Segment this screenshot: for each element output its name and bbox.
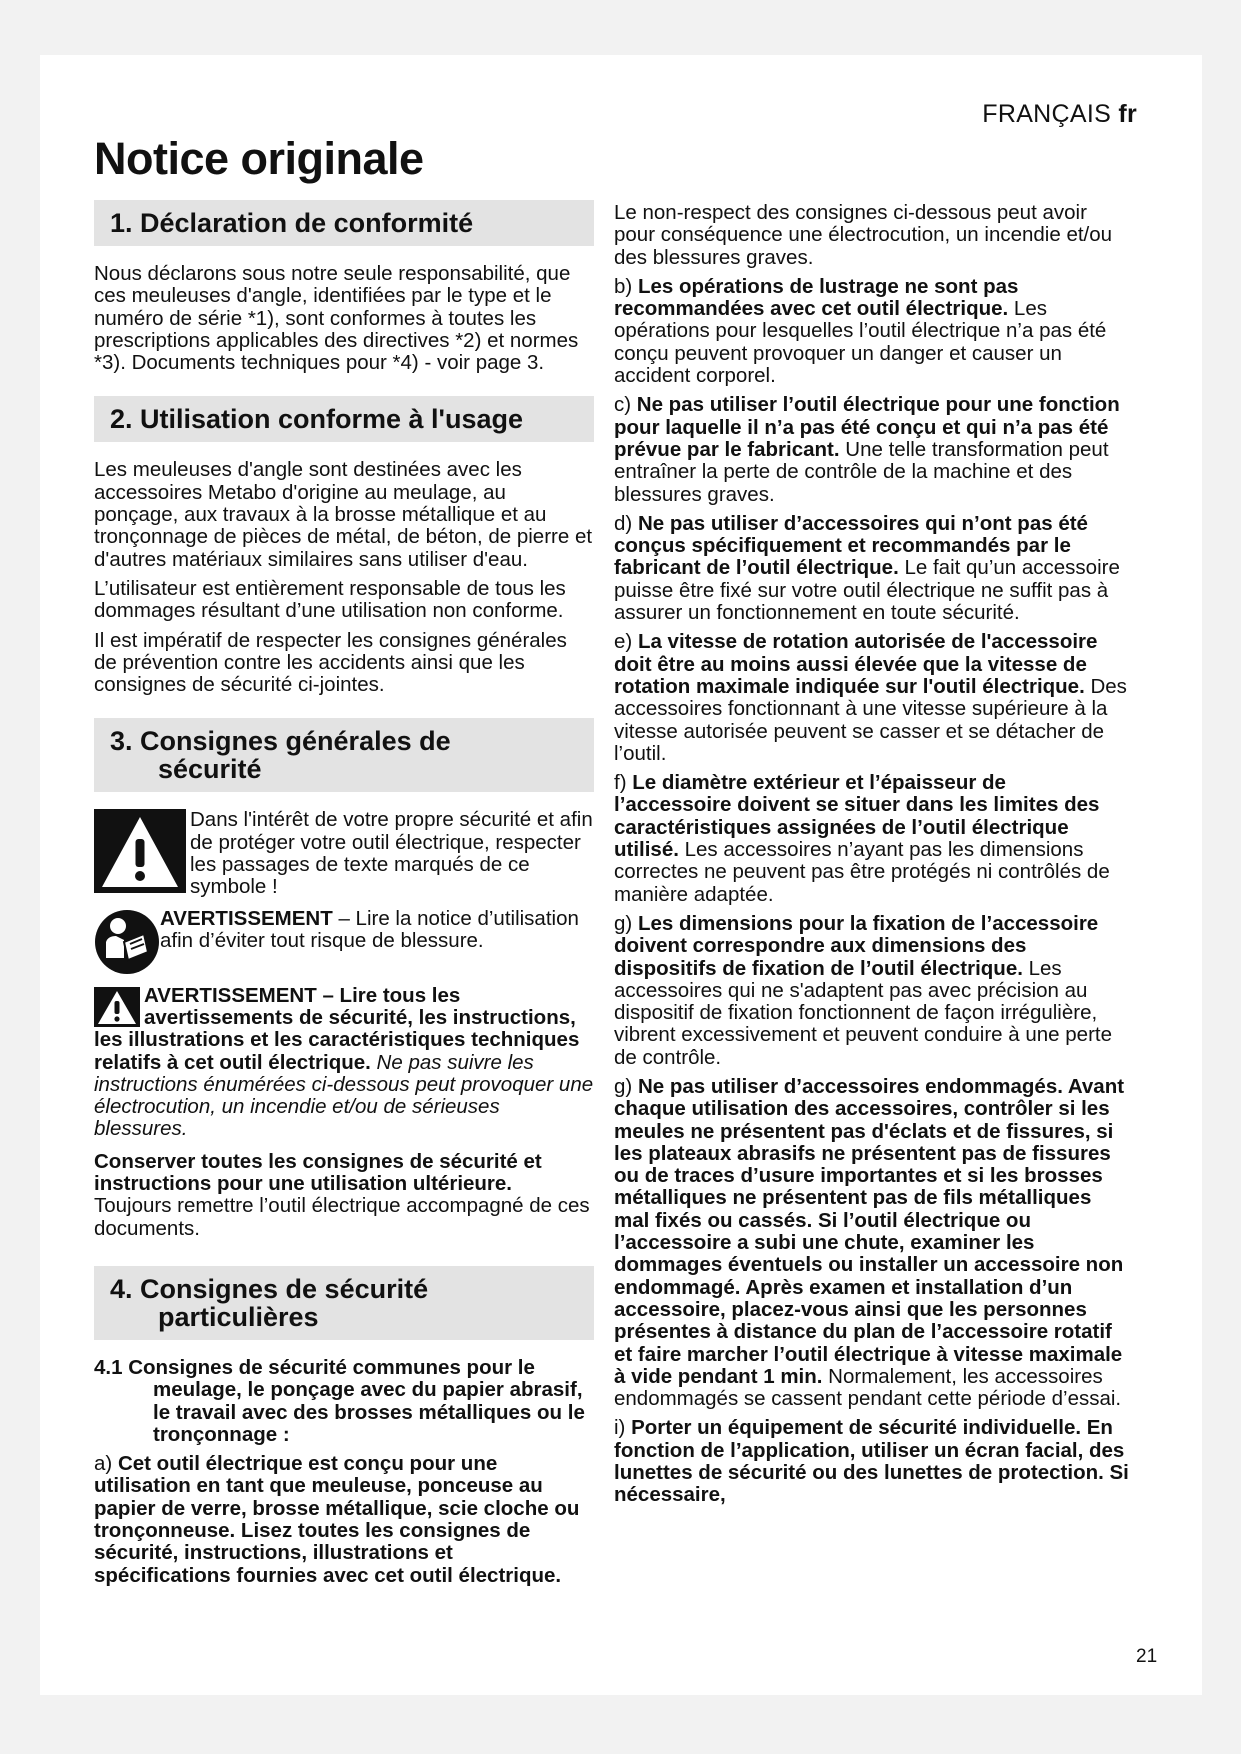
warning-triangle-small-icon xyxy=(94,987,140,1027)
item-c xyxy=(614,394,1129,505)
section-1-body: Nous déclarons sous notre seule responsabilité, que ces meuleuses d'angle, identifiées par le type et le numéro de série *1), sont conformes à toutes les prescriptions applicables des directives *2) et normes *3). Documents techniques pour *4) - voir page 3. xyxy=(94,262,579,375)
item-a-prefix: a) xyxy=(94,1452,118,1476)
read-manual-icon xyxy=(94,908,160,976)
item-e-bold: La vitesse de rotation autorisée de l'accessoire doit être au moins aussi élevée que la vitesse de rotation maximale indiquée sur l'outil électrique. xyxy=(614,630,1098,698)
item-i-prefix: i) xyxy=(614,1416,632,1440)
item-g-damaged-bold: Ne pas utiliser d’accessoires endommagés. Avant chaque utilisation des accessoires, contrôler si les meules ne présentent pas d'éclats et de fissures, si les plateaux abrasifs ne présentent pas de fissures ou de traces d’usure importantes et si les brosses métalliques ne présentent pas de fils métalliques mal fixés ou cassés. Si l’outil électrique ou l’accessoire a subi une chute, examiner les dommages éventuels ou installer un accessoire non endommagé. Après examen et installation d’un accessoire, placez-vous ainsi que les personnes présentes à distance du plan de l’accessoire rotatif et faire marcher l’outil électrique à vitesse maximale à vide pendant 1 min. xyxy=(614,1074,1125,1388)
warning-triangle-icon xyxy=(94,809,186,893)
keep-instructions-text: Toujours remettre l’outil électrique accompagné de ces documents. xyxy=(94,1194,590,1240)
item-b xyxy=(614,276,1129,387)
item-d-bold: Ne pas utiliser d’accessoires qui n’ont pas été conçus spécifiquement et recommandés par le fabricant de l’outil électrique. xyxy=(614,511,1088,580)
item-f-text: Les accessoires n’ayant pas les dimensions correctes ne peuvent pas être protégés ni contrôlés de manière adaptée. xyxy=(614,838,1110,906)
warning-symbol-note xyxy=(94,809,594,898)
item-e-text: Des accessoires fonctionnant à une vitesse supérieure à la vitesse autorisée peuvent se casser et se détacher de l’outil. xyxy=(614,674,1127,765)
item-b-bold: Les opérations de lustrage ne sont pas recommandées avec cet outil électrique. xyxy=(614,274,1019,321)
section-2-heading: 2. Utilisation conforme à l'usage xyxy=(94,396,594,442)
keep-instructions-paragraph xyxy=(94,1151,594,1240)
document-title: Notice originale xyxy=(94,133,424,184)
page-number: 21 xyxy=(1136,1646,1158,1667)
item-c-text: Une telle transformation peut entraîner la perte de contrôle de la machine et des blessures graves. xyxy=(614,437,1109,506)
section-3-heading xyxy=(94,718,594,792)
item-c-prefix: c) xyxy=(614,393,637,417)
section-3-heading-line1: 3. Consignes générales de xyxy=(110,726,451,757)
item-a-bold: Cet outil électrique est conçu pour une utilisation en tant que meuleuse, ponceuse au papier de verre, brosse métallique, scie cloche ou tronçonneuse. Lisez toutes les consignes de sécurité, instructions, illustrations et spécifications fournies avec cet outil électrique. xyxy=(94,1452,580,1587)
section-1-heading: 1. Déclaration de conformité xyxy=(94,200,594,246)
item-g-damaged xyxy=(614,1076,1129,1410)
item-b-prefix: b) xyxy=(614,274,638,298)
item-b-text: Les opérations pour lesquelles l’outil électrique n’a pas été conçu peuvent provoquer un danger et causer un accident corporel. xyxy=(614,297,1107,388)
item-g-fixation-bold: Les dimensions pour la fixation de l’accessoire doivent correspondre aux dimensions des dispositifs de fixation de l’outil électrique. xyxy=(614,911,1099,980)
item-g-fixation-text: Les accessoires qui ne s'adaptent pas avec précision au dispositif de fixation fonctionnent de façon irrégulière, vibrent excessivement et peuvent conduire à une perte de contrôle. xyxy=(614,956,1112,1069)
item-e xyxy=(614,631,1129,765)
item-d xyxy=(614,513,1129,624)
item-f xyxy=(614,772,1129,906)
subsection-4-1-heading: 4.1 Consignes de sécurité communes pour le meulage, le ponçage avec du papier abrasif, le travail avec des brosses métalliques ou le tronçonnage : xyxy=(94,1355,585,1446)
section-2-paragraph-1: Les meuleuses d'angle sont destinées avec les accessoires Metabo d'origine au meulage, au ponçage, aux travaux à la brosse métallique et au tronçonnage de pièces de métal, de béton, de pierre et d'autres matériaux similaires sans utiliser d'eau. xyxy=(94,458,593,571)
section-3-heading-line2: sécurité xyxy=(158,754,262,785)
language-label xyxy=(982,100,1137,129)
warning-symbol-text: Dans l'intérêt de votre propre sécurité et afin de protéger votre outil électrique, respecter les passages de texte marqués de ce symbole ! xyxy=(190,808,593,899)
item-g-damaged-prefix: g) xyxy=(614,1074,638,1098)
item-f-prefix: f) xyxy=(614,771,633,795)
item-a-continued: Le non-respect des consignes ci-dessous peut avoir pour conséquence une électrocution, un incendie et/ou des blessures graves. xyxy=(614,201,1113,269)
item-c-bold: Ne pas utiliser l’outil électrique pour une fonction pour laquelle il n’a pas été conçu et qui n’a pas été prévue par le fabricant. xyxy=(614,393,1120,461)
left-column xyxy=(94,200,594,1594)
read-manual-note xyxy=(94,908,594,976)
right-column xyxy=(614,202,1129,1514)
item-g-fixation-prefix: g) xyxy=(614,911,638,935)
general-warning-bold: AVERTISSEMENT – Lire tous les avertissements de sécurité, les instructions, les illustrations et les caractéristiques techniques relatifs à cet outil électrique. xyxy=(94,983,580,1074)
section-4-heading xyxy=(94,1266,594,1340)
section-4-heading-line2: particulières xyxy=(158,1301,319,1332)
item-g-damaged-text: Normalement, les accessoires endommagés se cassent pendant cette période d’essai. xyxy=(614,1364,1122,1411)
section-4-heading-line1: 4. Consignes de sécurité xyxy=(110,1273,429,1304)
language-code: fr xyxy=(1118,100,1137,128)
language-name: FRANÇAIS xyxy=(982,100,1112,128)
item-d-prefix: d) xyxy=(614,511,638,535)
item-i-bold: Porter un équipement de sécurité individuelle. En fonction de l’application, utiliser un écran facial, des lunettes de sécurité ou des lunettes de protection. Si nécessaire, xyxy=(614,1416,1129,1507)
item-g-fixation xyxy=(614,913,1129,1069)
read-manual-text: – Lire la notice d’utilisation afin d’éviter tout risque de blessure. xyxy=(160,906,579,952)
section-2-paragraph-3: Il est impératif de respecter les consignes générales de prévention contre les accidents ainsi que les consignes de sécurité ci-jointes. xyxy=(94,628,567,697)
read-manual-bold: AVERTISSEMENT xyxy=(160,906,333,930)
keep-instructions-bold: Conserver toutes les consignes de sécurité et instructions pour une utilisation ultérieure. xyxy=(94,1149,542,1196)
item-a xyxy=(94,1453,594,1587)
item-d-text: Le fait qu’un accessoire puisse être fixé sur votre outil électrique ne suffit pas à assurer un fonctionnement en toute sécurité. xyxy=(614,556,1120,625)
item-e-prefix: e) xyxy=(614,630,638,654)
general-warning-paragraph xyxy=(94,985,594,1141)
general-warning-italic: Ne pas suivre les instructions énumérées ci-dessous peut provoquer une électrocution, un incendie et/ou de sérieuses blessures. xyxy=(94,1050,594,1141)
item-f-bold: Le diamètre extérieur et l’épaisseur de l’accessoire doivent se situer dans les limites des caractéristiques assignées de l’outil électrique utilisé. xyxy=(614,771,1100,862)
section-2-paragraph-2: L’utilisateur est entièrement responsable de tous les dommages résultant d’une utilisation non conforme. xyxy=(94,576,566,623)
item-i xyxy=(614,1417,1129,1506)
